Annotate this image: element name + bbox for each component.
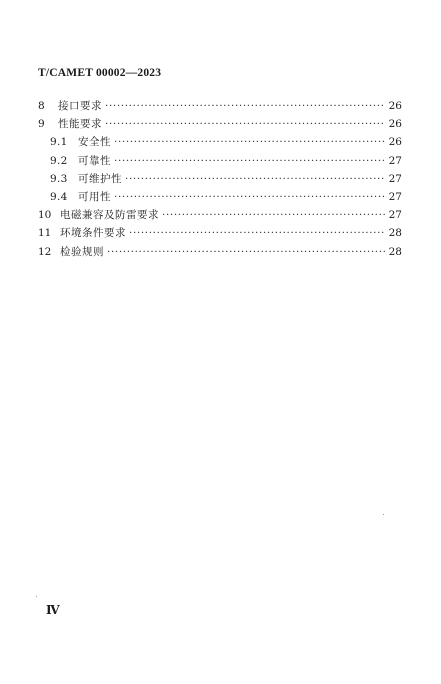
toc-entry-title: 接口要求 — [58, 100, 102, 112]
toc-entry-11[interactable] — [38, 224, 402, 242]
toc-entry-title: 检验规则 — [60, 245, 104, 258]
toc-entry-page: 27 — [388, 172, 402, 185]
document-identifier: T/CAMET 00002—2023 — [38, 67, 162, 79]
toc-dot-leader — [114, 133, 385, 151]
scan-speck — [36, 596, 37, 597]
toc-dot-leader — [105, 97, 385, 115]
toc-entry-8[interactable] — [38, 97, 402, 115]
toc-dot-leader — [129, 224, 385, 242]
toc-entry-page: 27 — [388, 154, 402, 167]
toc-dot-leader — [162, 206, 385, 224]
toc-entry-page: 26 — [388, 118, 402, 131]
toc-entry-title: 环境条件要求 — [60, 227, 126, 240]
toc-entry-9-3[interactable] — [38, 170, 402, 188]
toc-entry-number: 12 — [38, 245, 52, 258]
toc-entry-10[interactable] — [38, 206, 402, 224]
toc-entry-page: 27 — [388, 190, 402, 203]
toc-entry-number: 9.1 — [50, 136, 68, 149]
toc-entry-9-4[interactable] — [38, 188, 402, 206]
toc-entry-page: 27 — [388, 209, 402, 222]
toc-entry-page: 28 — [388, 227, 402, 240]
toc-entry-number: 9 — [38, 118, 45, 131]
toc-entry-page: 28 — [388, 245, 402, 258]
toc-entry-title: 可用性 — [78, 190, 111, 203]
toc-entry-title: 安全性 — [78, 136, 111, 149]
table-of-contents — [38, 97, 402, 261]
toc-entry-page: 26 — [388, 100, 402, 112]
toc-entry-page: 26 — [388, 136, 402, 149]
page-number: Ⅳ — [46, 603, 60, 617]
toc-dot-leader — [107, 243, 385, 261]
toc-entry-number: 9.2 — [50, 154, 68, 167]
toc-entry-title: 可维护性 — [78, 172, 122, 185]
toc-dot-leader — [114, 188, 385, 206]
toc-entry-number: 9.4 — [50, 190, 68, 203]
toc-dot-leader — [125, 170, 385, 188]
toc-entry-title: 可靠性 — [78, 154, 111, 167]
toc-entry-12[interactable] — [38, 243, 402, 261]
toc-entry-number: 9.3 — [50, 172, 68, 185]
toc-entry-number: 10 — [38, 209, 52, 222]
toc-entry-title: 电磁兼容及防雷要求 — [60, 209, 159, 222]
toc-dot-leader — [114, 152, 385, 170]
toc-entry-9-1[interactable] — [38, 133, 402, 151]
toc-entry-number: 8 — [38, 100, 45, 112]
toc-dot-leader — [105, 115, 385, 133]
toc-entry-9[interactable] — [38, 115, 402, 133]
toc-entry-number: 11 — [38, 227, 52, 240]
toc-entry-9-2[interactable] — [38, 152, 402, 170]
toc-entry-title: 性能要求 — [58, 118, 102, 131]
scan-speck — [383, 514, 384, 515]
